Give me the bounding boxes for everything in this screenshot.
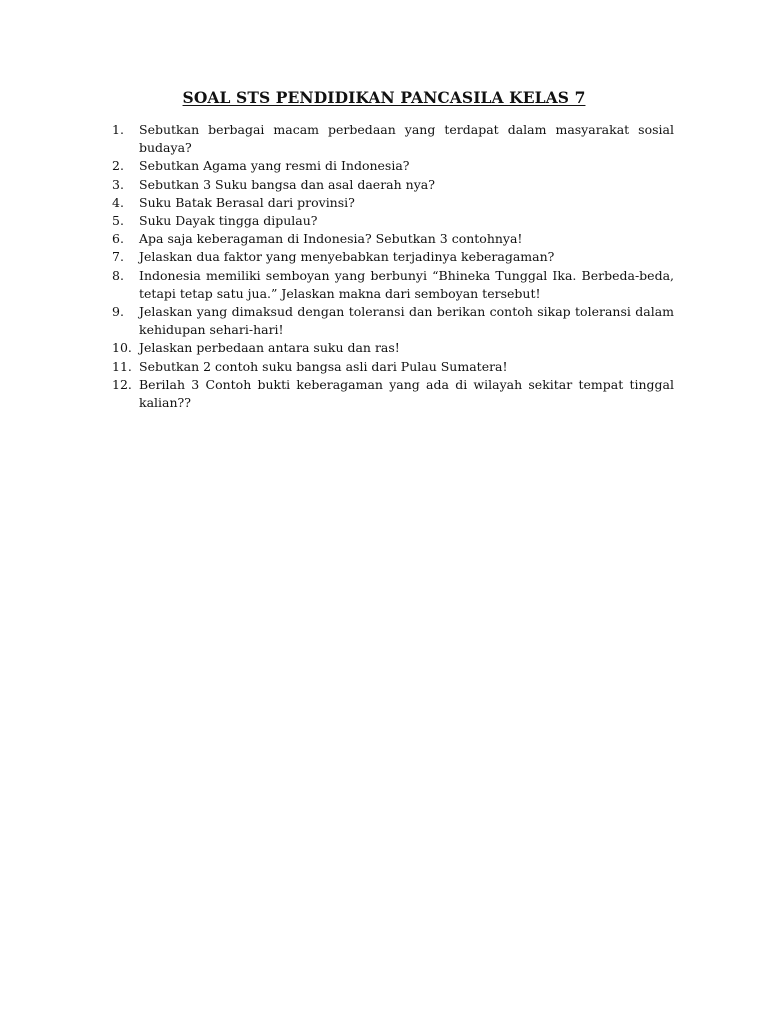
question-number: 6. (112, 231, 124, 247)
list-item (112, 248, 674, 266)
question-number: 12. (112, 376, 132, 392)
question-number: 2. (112, 158, 124, 174)
question-text: Sebutkan 3 Suku bangsa dan asal daerah nya? (139, 176, 435, 192)
question-list (112, 121, 674, 412)
question-text: Jelaskan yang dimaksud dengan toleransi dan berikan contoh sikap toleransi dalam kehidupan sehari-hari! (139, 304, 674, 338)
list-item (112, 230, 674, 248)
question-text: Sebutkan Agama yang resmi di Indonesia? (139, 158, 410, 174)
list-item (112, 267, 674, 303)
question-text: Suku Batak Berasal dari provinsi? (139, 194, 355, 210)
question-number: 10. (112, 340, 132, 356)
question-text: Indonesia memiliki semboyan yang berbunyi “Bhineka Tunggal Ika. Berbeda-beda, tetapi tetap satu jua.” Jelaskan makna dari semboyan tersebut! (139, 267, 674, 301)
question-number: 5. (112, 213, 124, 229)
list-item (112, 157, 674, 175)
question-number: 4. (112, 194, 124, 210)
question-number: 8. (112, 267, 124, 283)
list-item (112, 176, 674, 194)
question-text: Apa saja keberagaman di Indonesia? Sebutkan 3 contohnya! (139, 231, 523, 247)
list-item (112, 121, 674, 157)
question-text: Suku Dayak tingga dipulau? (139, 213, 318, 229)
question-text: Sebutkan 2 contoh suku bangsa asli dari Pulau Sumatera! (139, 358, 508, 374)
question-number: 3. (112, 176, 124, 192)
question-text: Sebutkan berbagai macam perbedaan yang terdapat dalam masyarakat sosial budaya? (139, 122, 674, 156)
question-text: Berilah 3 Contoh bukti keberagaman yang ada di wilayah sekitar tempat tinggal kalian?? (139, 376, 674, 411)
list-item (112, 358, 674, 376)
question-text: Jelaskan perbedaan antara suku dan ras! (139, 340, 400, 356)
question-number: 1. (112, 122, 124, 137)
question-number: 9. (112, 304, 124, 320)
question-number: 11. (112, 358, 132, 374)
list-item (112, 194, 674, 212)
question-number: 7. (112, 249, 124, 265)
list-item (112, 339, 674, 357)
list-item (112, 303, 674, 339)
list-item (112, 376, 674, 412)
page-title: SOAL STS PENDIDIKAN PANCASILA KELAS 7 (182, 88, 586, 107)
question-text: Jelaskan dua faktor yang menyebabkan terjadinya keberagaman? (139, 249, 555, 265)
list-item (112, 212, 674, 230)
